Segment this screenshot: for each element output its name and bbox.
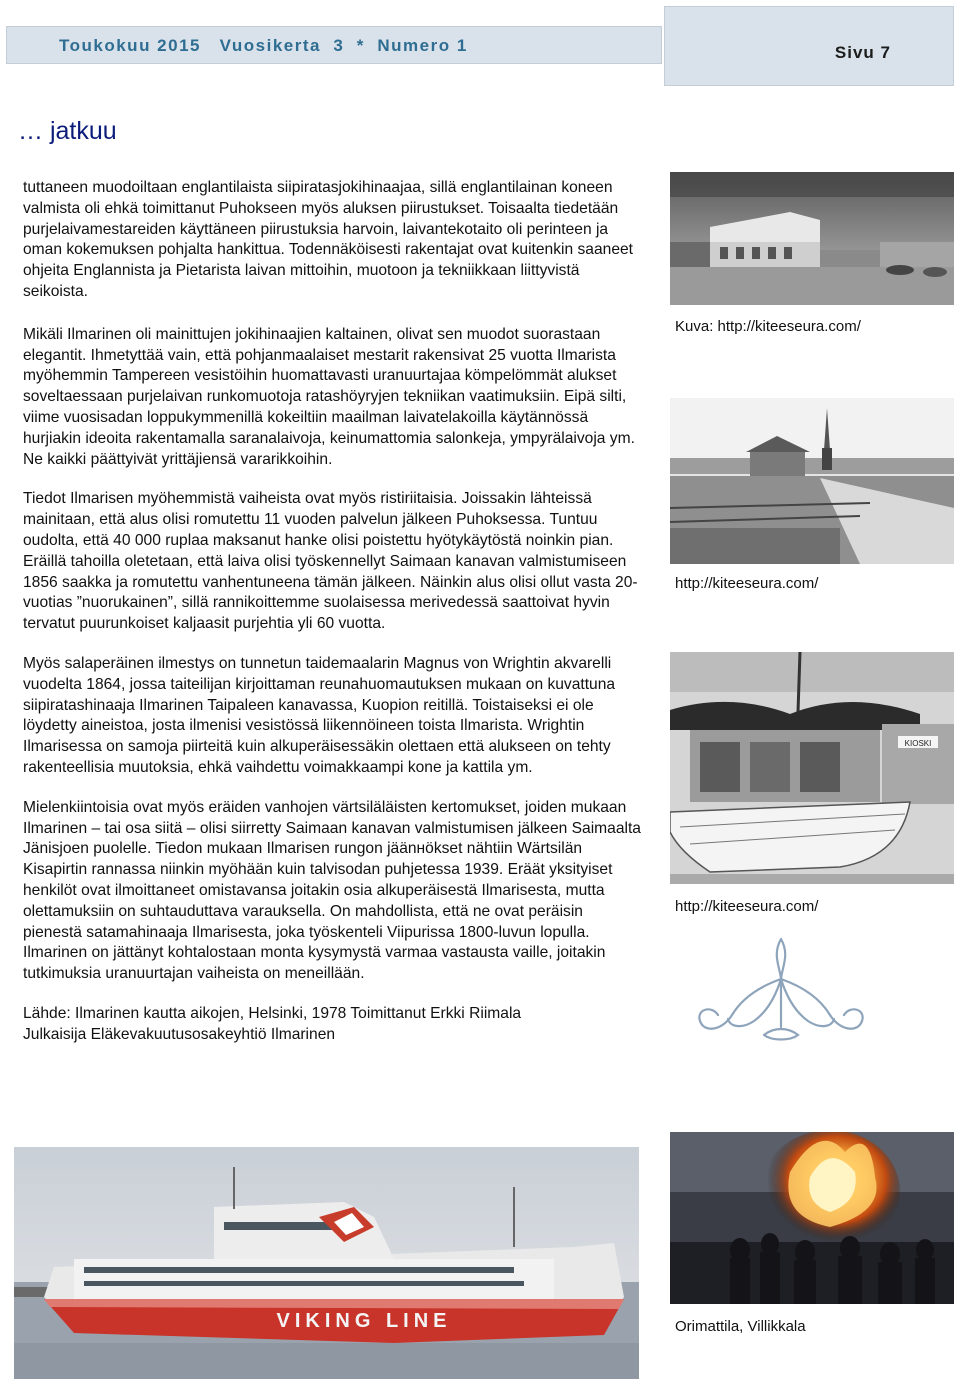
viking-line-ship-photo [14, 1147, 639, 1379]
village-road-photo [670, 398, 954, 564]
photo-caption-4: Orimattila, Villikkala [675, 1318, 806, 1335]
paragraph-4: Myös salaperäinen ilmestys on tunnetun taidemaalarin Magnus von Wrightin akvarelli vuodelta 1864, jossa taiteilijan kirjoittaman reunahuomautuksen mukaan on kuvattuna siipiratashinaaja Ilmarinen Taipaleen kanavassa, Kuopion reitillä. Toistaiseksi ei ole löydetty aineistoa, josta ilmenisi vesistössä liikennöineen toista Ilmarista. Wrightin Ilmarisessa on samoja piirteitä kuin alkuperäisessäkin olettaen että alukseen on tehty rakenteellisia muutoksia, ehkä vaihdettu voimakkaampi kone ja kattila ym. [23, 654, 616, 776]
page-number: Sivu 7 [834, 43, 891, 62]
photo-caption-3: http://kiteeseura.com/ [675, 898, 819, 915]
issue-banner [6, 26, 662, 64]
article-body [23, 178, 645, 1045]
bonfire-photo [670, 1132, 954, 1304]
issue-info: Toukokuu 2015 Vuosikerta 3 * Numero 1 [59, 36, 468, 55]
paragraph-1: tuttaneen muodoiltaan englantilaista siipiratasjokihinaajaa, sillä englantilainan koneen valmista oli ehkä toimittanut Puhokseen myös aluksen piirustukset. Toisaalta tiedetään purjelaivamestareiden käyttäneen piirustuksia harvoin, laivantekotaito oli perinteen ja oman kokemuksen pohjalta hankittua. Todennäköisesti rakentajat ovat kuitenkin saaneet ohjeita Englannista ja Pietarista laivan mittoihin, muotoon ja tekniikkaan liittyvistä seikoista. [23, 179, 633, 300]
paragraph-2: Mikäli Ilmarinen oli mainittujen jokihinaajien kaltainen, olivat sen muodot suorastaan elegantit. Ihmetyttää vain, että pohjanmaalaiset mestarit rakensivat 25 vuotta Ilmarista myöhemmin Tampereen vesistöihin huomattavasti uranuurtajaa kömpelömmät alukset soveltaessaan purjelaivan runkomuotoja ratashöyryjen tekniikan vaatimuksiin. Eipä silti, viime vuosisadan loppukymmenillä kokeiltiin maailman laivatelakoilla käytännössä hurjiakin ideoita rakentamalla saranalaivoja, keinumattomia salonkeja, ympyrälaivoja ym. Ne kaikki päättyivät yrittäjiensä vararikkoihin. [23, 325, 635, 468]
decorative-ornament [694, 935, 869, 1043]
kiosk-sign: KIOSKI [904, 739, 932, 748]
town-street-photo [670, 172, 954, 305]
source-line-2: Julkaisija Eläkevakuutusosakeyhtiö Ilmarinen [23, 1025, 336, 1043]
boat-kiosk-photo [670, 652, 954, 884]
paragraph-5: Mielenkiintoisia ovat myös eräiden vanhojen värtsiläläisten kertomukset, joiden mukaan Ilmarinen – tai osa siitä – olisi siirretty Saimaan kanavan valmistumisen jälkeen Saimaalta Jänisjoen puolelle. Tiedon mukaan Ilmarisen rungon jäänнökset nähtiin Wärtsilän Kisapirtin rannassa niinkin myöhään kuin talvisodan puhjetessa 1939. Eräät yksityiset henkilöt ovat ilmoittaneet omistavansa joitakin osia alkuperäisestä Ilmarisesta, mutta olettamuksiin on suhtauduttava varauksella. On mahdollista, että ne ovat peräisin pienestä satamahinaaja Ilmarisesta, joka työskenteli Viipurissa 1800-luvun lopulla. Ilmarinen on jättänyt kohtalostaan monta kysymystä varmaa vastausta vaille, joitakin tutkimuksia uranuurtajan vaiheista on meneillään. [23, 798, 641, 983]
page-number-box [664, 6, 954, 86]
photo-caption-2: http://kiteeseura.com/ [675, 575, 819, 592]
photo-caption-1: Kuva: http://kiteeseura.com/ [675, 318, 861, 335]
article-heading: … jatkuu [18, 117, 117, 145]
source-line-1: Lähde: Ilmarinen kautta aikojen, Helsinki, 1978 Toimittanut Erkki Riimala [23, 1004, 522, 1022]
paragraph-3: Tiedot Ilmarisen myöhemmistä vaiheista ovat myös ristiriitaisia. Joissakin lähteissä mainitaan, että alus olisi romutettu 11 vuoden palvelun jälkeen Puhoksessa. Tuntuu oudolta, että 40 000 ruplaa maksanut hanke olisi poistettu hyötykäytöstä noinkin pian. Eräillä tahoilla oletetaan, että laiva olisi työskennellyt Saimaan kanavan valmistumiseen 1856 saakka ja romutettu vanhentuneena tämän jälkeen. Näinkin alus olisi ollut vasta 20-vuotias ”nuorukainen”, sillä rannikoittemme suolaisessa merivedessä saattoivat hyvin tervatut puurunkoiset kaljaasit purjehtia yli 60 vuotta. [23, 490, 638, 633]
ship-hull-text: VIKING LINE [276, 1310, 452, 1332]
